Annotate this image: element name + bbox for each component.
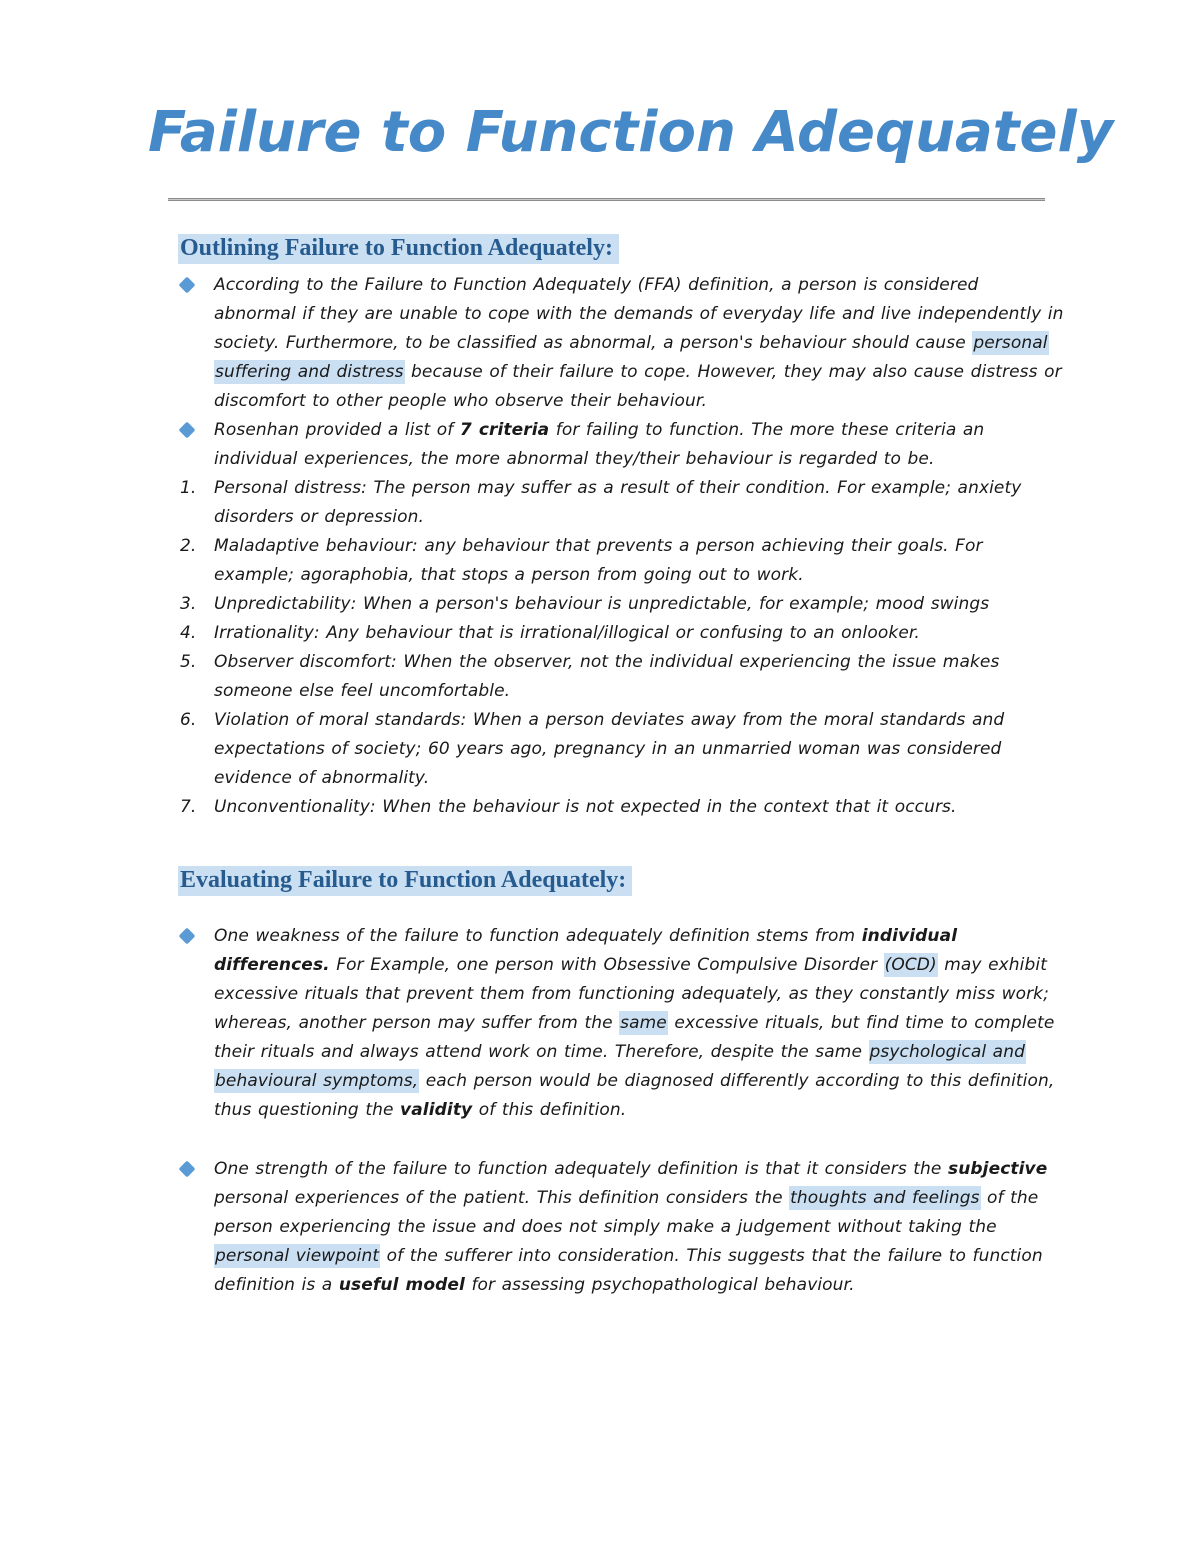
bold-text: individual differences. xyxy=(214,925,958,975)
numbered-item xyxy=(180,474,1065,532)
numbered-item xyxy=(180,793,1065,822)
bullet-gutter xyxy=(180,271,214,291)
highlighted-text: thoughts and feelings xyxy=(790,1187,980,1208)
highlighted-text: same xyxy=(620,1012,667,1033)
bullet-text xyxy=(214,416,1065,474)
numbered-text xyxy=(214,793,1065,822)
numbered-index: 5. xyxy=(180,651,197,672)
bullet-gutter xyxy=(180,416,214,436)
numbered-item xyxy=(180,532,1065,590)
text-run: According to the Failure to Function Adequately (FFA) definition, a person is considered abnormal if they are unable to cope with the demands of everyday life and live independently in society. Furthermore, to be classified as abnormal, a person's behaviour should cause xyxy=(214,274,1064,353)
bullet-text xyxy=(214,271,1065,416)
bullet-item xyxy=(180,1155,1065,1300)
numbered-text xyxy=(214,619,1065,648)
text-run: for assessing psychopathological behaviour. xyxy=(464,1274,855,1295)
numbered-index: 2. xyxy=(180,535,197,556)
numbered-item xyxy=(180,706,1065,793)
numbered-item xyxy=(180,648,1065,706)
numbered-index: 4. xyxy=(180,622,197,643)
text-run: Unpredictability: When a person's behaviour is unpredictable, for example; mood swings xyxy=(214,593,990,614)
numbered-item xyxy=(180,619,1065,648)
document-body xyxy=(180,234,1065,1300)
text-run: Irrationality: Any behaviour that is irrational/illogical or confusing to an onlooker. xyxy=(214,622,920,643)
text-run: may exhibit excessive rituals that prevent them from functioning adequately, as they constantly miss work; whereas, another person may suffer from the xyxy=(214,954,1049,1033)
diamond-bullet-icon xyxy=(179,276,196,293)
bullet-text xyxy=(214,1155,1065,1300)
bold-text: subjective xyxy=(947,1158,1048,1179)
numbered-index: 1. xyxy=(180,477,197,498)
section-outlining xyxy=(180,234,1065,822)
text-run: each person would be diagnosed differently according to this definition, thus questioning the xyxy=(214,1070,1055,1120)
text-run: for failing to function. The more these criteria an individual experiences, the more abnormal they/their behaviour is regarded to be. xyxy=(214,419,985,469)
numbered-item xyxy=(180,590,1065,619)
section-heading-outlining: Outlining Failure to Function Adequately: xyxy=(178,234,619,264)
text-run: Observer discomfort: When the observer, not the individual experiencing the issue makes someone else feel uncomfortable. xyxy=(214,651,1000,701)
bold-text: useful model xyxy=(338,1274,465,1295)
text-run: of this definition. xyxy=(472,1099,627,1120)
bullet-text xyxy=(214,922,1065,1125)
bold-text: validity xyxy=(400,1099,473,1120)
numbered-text xyxy=(214,474,1065,532)
page-title: Failure to Function Adequately xyxy=(148,100,1114,165)
numbered-index: 6. xyxy=(180,709,197,730)
numbered-text xyxy=(214,648,1065,706)
highlighted-text: (OCD) xyxy=(884,954,937,975)
highlighted-text: personal viewpoint xyxy=(215,1245,380,1266)
bullet-gutter xyxy=(180,922,214,942)
diamond-bullet-icon xyxy=(179,421,196,438)
numbered-index: 7. xyxy=(180,796,197,817)
numbered-index: 3. xyxy=(180,593,197,614)
diamond-bullet-icon xyxy=(179,927,196,944)
text-run: Maladaptive behaviour: any behaviour that prevents a person achieving their goals. For example; agoraphobia, that stops a person from going out to work. xyxy=(214,535,983,585)
highlighted-text: personal suffering and distress xyxy=(215,332,1048,382)
section-heading-evaluating: Evaluating Failure to Function Adequately: xyxy=(178,866,632,896)
text-run: because of their failure to cope. However, they may also cause distress or discomfort to other people who observe their behaviour. xyxy=(214,361,1062,411)
highlighted-text: psychological and behavioural symptoms, xyxy=(215,1041,1025,1091)
bullet-item xyxy=(180,271,1065,416)
title-divider xyxy=(168,198,1045,201)
text-run: One weakness of the failure to function adequately definition stems from xyxy=(214,925,862,946)
text-run: excessive rituals, but find time to complete their rituals and always attend work on time. Therefore, despite the same xyxy=(214,1012,1055,1062)
text-run: One strength of the failure to function adequately definition is that it considers the xyxy=(214,1158,948,1179)
text-run: of the person experiencing the issue and does not simply make a judgement without taking the xyxy=(214,1187,1039,1237)
numbered-text xyxy=(214,706,1065,793)
text-run: Unconventionality: When the behaviour is not expected in the context that it occurs. xyxy=(214,796,957,817)
numbered-text xyxy=(214,590,1065,619)
text-run: Personal distress: The person may suffer as a result of their condition. For example; anxiety disorders or depression. xyxy=(214,477,1022,527)
text-run: personal experiences of the patient. This definition considers the xyxy=(214,1187,790,1208)
diamond-bullet-icon xyxy=(179,1160,196,1177)
text-run: For Example, one person with Obsessive Compulsive Disorder xyxy=(329,954,884,975)
bullet-item xyxy=(180,922,1065,1125)
text-run: Rosenhan provided a list of xyxy=(214,419,460,440)
text-run: Violation of moral standards: When a person deviates away from the moral standards and expectations of society; 60 years ago, pregnancy in an unmarried woman was considered evidence of abnormality. xyxy=(214,709,1005,788)
numbered-text xyxy=(214,532,1065,590)
section-evaluating xyxy=(180,866,1065,1300)
bullet-item xyxy=(180,416,1065,474)
bullet-gutter xyxy=(180,1155,214,1175)
text-run: of the sufferer into consideration. This suggests that the failure to function definition is a xyxy=(214,1245,1043,1295)
bold-text: 7 criteria xyxy=(459,419,550,440)
